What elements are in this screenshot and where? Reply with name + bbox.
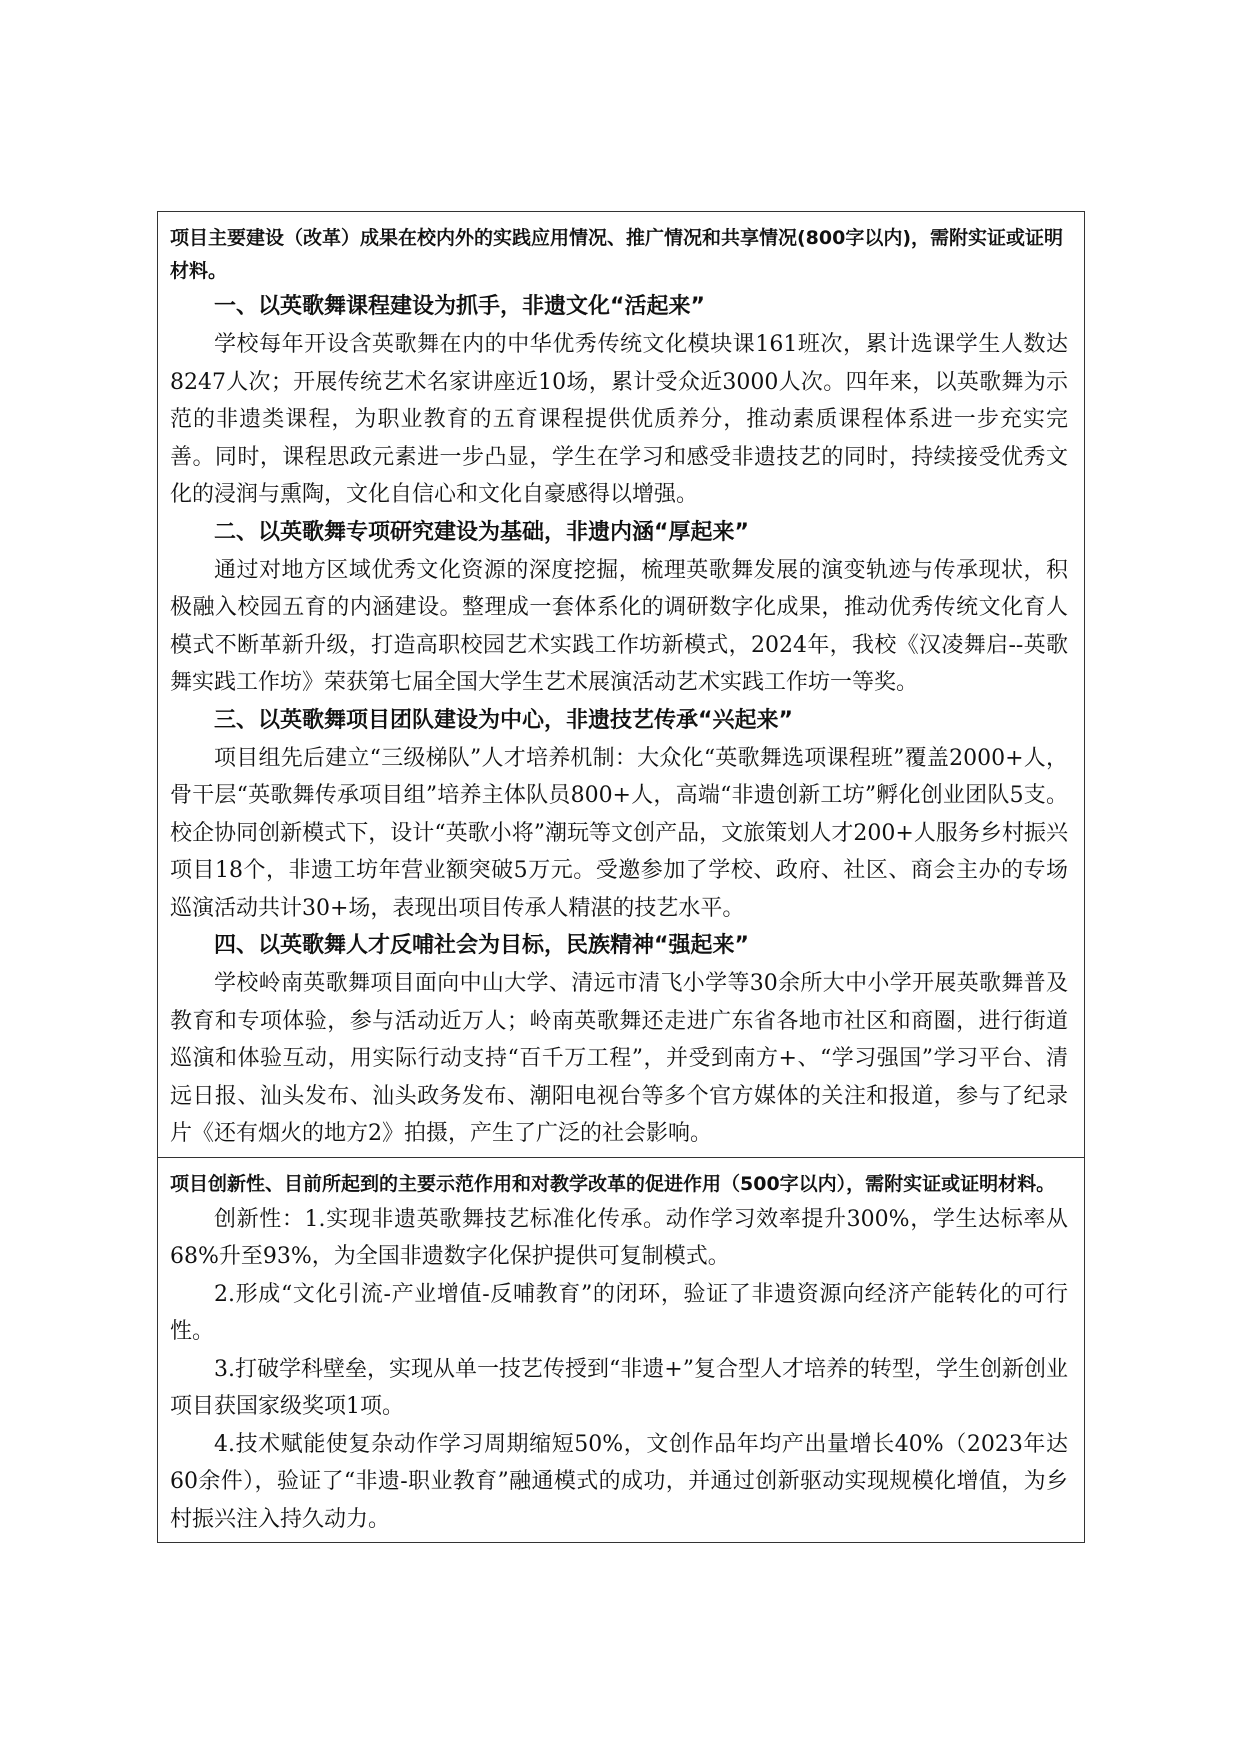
subsection-heading: 二、以英歌舞专项研究建设为基础，非遗内涵“厚起来” [214, 519, 749, 545]
section-header: 项目创新性、目前所起到的主要示范作用和对教学改革的促进作用（500字以内），需附实证或证明材料。 [170, 1172, 1056, 1195]
section-practice-application [158, 212, 1084, 1157]
paragraph: 学校岭南英歌舞项目面向中山大学、清远市清飞小学等30余所大中小学开展英歌舞普及教育和专项体验，参与活动近万人；岭南英歌舞还走进广东省各地市社区和商圈，进行街道巡演和体验互动，用实际行动支持“百千万工程”，并受到南方+、“学习强国”学习平台、清远日报、汕头发布、汕头政务发布、潮阳电视台等多个官方媒体的关注和报道，参与了纪录片《还有烟火的地方2》拍摄，产生了广泛的社会影响。 [170, 971, 1068, 1146]
paragraph: 学校每年开设含英歌舞在内的中华优秀传统文化模块课161班次，累计选课学生人数达8247人次；开展传统艺术名家讲座近10场，累计受众近3000人次。四年来，以英歌舞为示范的非遗类课程，为职业教育的五育课程提供优质养分，推动素质课程体系进一步充实完善。同时，课程思政元素进一步凸显，学生在学习和感受非遗技艺的同时，持续接受优秀文化的浸润与熏陶，文化自信心和文化自豪感得以增强。 [170, 332, 1068, 507]
paragraph: 2.形成“文化引流-产业增值-反哺教育”的闭环，验证了非遗资源向经济产能转化的可行性。 [170, 1281, 1068, 1344]
paragraph: 3.打破学科壁垒，实现从单一技艺传授到“非遗+”复合型人才培养的转型，学生创新创业项目获国家级奖项1项。 [170, 1356, 1068, 1419]
paragraph: 创新性：1.实现非遗英歌舞技艺标准化传承。动作学习效率提升300%，学生达标率从68%升至93%，为全国非遗数字化保护提供可复制模式。 [170, 1206, 1068, 1269]
subsection-heading: 四、以英歌舞人才反哺社会为目标，民族精神“强起来” [214, 933, 749, 958]
subsection-heading: 三、以英歌舞项目团队建设为中心，非遗技艺传承“兴起来” [214, 707, 793, 733]
paragraph: 通过对地方区域优秀文化资源的深度挖掘，梳理英歌舞发展的演变轨迹与传承现状，积极融入校园五育的内涵建设。整理成一套体系化的调研数字化成果，推动优秀传统文化育人模式不断革新升级，打造高职校园艺术实践工作坊新模式，2024年，我校《汉凌舞启--英歌舞实践工作坊》荣获第七届全国大学生艺术展演活动艺术实践工作坊一等奖。 [170, 557, 1068, 695]
paragraph: 项目组先后建立“三级梯队”人才培养机制：大众化“英歌舞选项课程班”覆盖2000+人，骨干层“英歌舞传承项目组”培养主体队员800+人，高端“非遗创新工坊”孵化创业团队5支。校企协同创新模式下，设计“英歌小将”潮玩等文创产品，文旅策划人才200+人服务乡村振兴项目18个，非遗工坊年营业额突破5万元。受邀参加了学校、政府、社区、商会主办的专场巡演活动共计30+场，表现出项目传承人精湛的技艺水平。 [170, 745, 1068, 921]
subsection-heading: 一、以英歌舞课程建设为抓手，非遗文化“活起来” [214, 294, 705, 319]
paragraph: 4.技术赋能使复杂动作学习周期缩短50%，文创作品年均产出量增长40%（2023年达60余件），验证了“非遗-职业教育”融通模式的成功，并通过创新驱动实现规模化增值，为乡村振兴注入持久动力。 [170, 1431, 1068, 1532]
section-innovation [158, 1157, 1084, 1543]
section-header: 项目主要建设（改革）成果在校内外的实践应用情况、推广情况和共享情况(800字以内)，需附实证或证明材料。 [170, 227, 1064, 282]
form-table [157, 211, 1085, 1543]
